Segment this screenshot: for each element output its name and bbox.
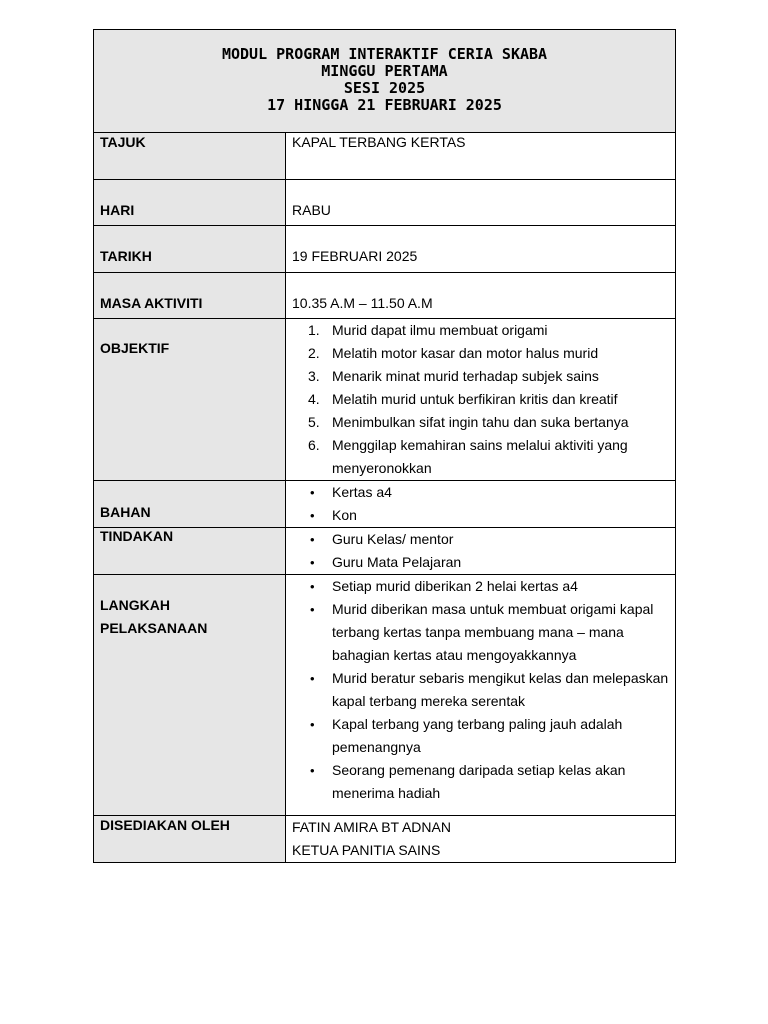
item-text: Kapal terbang yang terbang paling jauh adalah pemenangnya <box>332 716 623 755</box>
label-cell-hari <box>94 180 286 226</box>
objektif-item <box>286 411 675 434</box>
tindakan-item <box>286 528 675 551</box>
bullet-icon: • <box>310 579 315 594</box>
item-number: 5. <box>308 414 320 430</box>
value-cell-hari <box>286 180 676 226</box>
row-tarikh <box>94 226 676 273</box>
label-cell-disediakan <box>94 816 286 863</box>
bullet-icon: • <box>310 671 315 686</box>
langkah-list <box>286 575 675 805</box>
item-number: 3. <box>308 368 320 384</box>
masa-value: 10.35 A.M – 11.50 A.M <box>292 295 433 311</box>
label-cell-objektif <box>94 319 286 481</box>
row-bahan <box>94 481 676 528</box>
item-text: Menggilap kemahiran sains melalui aktiviti yang menyeronokkan <box>332 437 628 476</box>
tindakan-label: TINDAKAN <box>100 528 174 544</box>
tarikh-label: TARIKH <box>100 248 152 264</box>
item-text: Melatih murid untuk berfikiran kritis dan kreatif <box>332 391 618 407</box>
objektif-item <box>286 319 675 342</box>
label-cell-tindakan <box>94 528 286 575</box>
value-cell-masa <box>286 273 676 319</box>
item-text: Murid dapat ilmu membuat origami <box>332 322 548 338</box>
preparer-position: KETUA PANITIA SAINS <box>292 842 441 858</box>
label-cell-bahan <box>94 481 286 528</box>
value-cell-disediakan <box>286 816 676 863</box>
item-text: Melatih motor kasar dan motor halus murid <box>332 345 599 361</box>
value-cell-tindakan <box>286 528 676 575</box>
week-label: MINGGU PERTAMA <box>321 62 448 80</box>
bahan-item <box>286 504 675 527</box>
label-cell-tarikh <box>94 226 286 273</box>
disediakan-label: DISEDIAKAN OLEH <box>100 817 230 833</box>
header-row <box>94 30 676 133</box>
session-label: SESI 2025 <box>343 79 426 97</box>
preparer-name: FATIN AMIRA BT ADNAN <box>292 819 451 835</box>
module-title: MODUL PROGRAM INTERAKTIF CERIA SKABA <box>221 45 548 63</box>
item-text: Menarik minat murid terhadap subjek sains <box>332 368 599 384</box>
item-number: 2. <box>308 345 320 361</box>
item-number: 6. <box>308 437 320 453</box>
item-number: 1. <box>308 322 320 338</box>
hari-value: RABU <box>292 202 331 218</box>
objektif-list <box>286 319 675 480</box>
item-text: Murid beratur sebaris mengikut kelas dan melepaskan kapal terbang mereka serentak <box>332 670 669 709</box>
objektif-item <box>286 342 675 365</box>
label-cell-masa <box>94 273 286 319</box>
bahan-item <box>286 481 675 504</box>
bullet-icon: • <box>310 508 315 523</box>
program-module-table <box>93 29 676 863</box>
item-text: Murid diberikan masa untuk membuat origami kapal terbang kertas tanpa membuang mana – mana bahagian kertas atau mengoyakkannya <box>332 601 654 663</box>
value-cell-objektif <box>286 319 676 481</box>
masa-label: MASA AKTIVITI <box>100 295 203 311</box>
objektif-item <box>286 388 675 411</box>
item-text: Guru Kelas/ mentor <box>332 531 454 547</box>
bahan-list <box>286 481 675 527</box>
item-text: Kertas a4 <box>332 484 392 500</box>
module-header <box>94 30 676 133</box>
bahan-label: BAHAN <box>100 504 151 520</box>
tajuk-value: KAPAL TERBANG KERTAS <box>292 134 466 150</box>
row-tajuk <box>94 133 676 180</box>
item-text: Menimbulkan sifat ingin tahu dan suka bertanya <box>332 414 629 430</box>
row-masa <box>94 273 676 319</box>
langkah-item <box>286 713 675 759</box>
bullet-icon: • <box>310 717 315 732</box>
value-cell-tajuk <box>286 133 676 180</box>
objektif-label: OBJEKTIF <box>100 340 170 356</box>
label-cell-tajuk <box>94 133 286 180</box>
row-langkah <box>94 575 676 816</box>
row-tindakan <box>94 528 676 575</box>
tarikh-value: 19 FEBRUARI 2025 <box>292 248 418 264</box>
row-disediakan <box>94 816 676 863</box>
tajuk-label: TAJUK <box>100 134 146 150</box>
bullet-icon: • <box>310 763 315 778</box>
langkah-label-line2: PELAKSANAAN <box>100 620 208 636</box>
tindakan-item <box>286 551 675 574</box>
objektif-item <box>286 434 675 480</box>
langkah-item <box>286 667 675 713</box>
langkah-label-line1: LANGKAH <box>100 597 170 613</box>
bullet-icon: • <box>310 485 315 500</box>
date-range: 17 HINGGA 21 FEBRUARI 2025 <box>267 96 502 114</box>
bullet-icon: • <box>310 555 315 570</box>
item-text: Setiap murid diberikan 2 helai kertas a4 <box>332 578 578 594</box>
item-text: Kon <box>332 507 357 523</box>
objektif-item <box>286 365 675 388</box>
value-cell-langkah <box>286 575 676 816</box>
item-number: 4. <box>308 391 320 407</box>
item-text: Guru Mata Pelajaran <box>332 554 462 570</box>
value-cell-tarikh <box>286 226 676 273</box>
item-text: Seorang pemenang daripada setiap kelas akan menerima hadiah <box>332 762 626 801</box>
row-hari <box>94 180 676 226</box>
hari-label: HARI <box>100 202 135 218</box>
tindakan-list <box>286 528 675 574</box>
value-cell-bahan <box>286 481 676 528</box>
label-cell-langkah <box>94 575 286 816</box>
langkah-item <box>286 575 675 598</box>
bullet-icon: • <box>310 602 315 617</box>
bullet-icon: • <box>310 532 315 547</box>
row-objektif <box>94 319 676 481</box>
langkah-item <box>286 598 675 667</box>
langkah-item <box>286 759 675 805</box>
